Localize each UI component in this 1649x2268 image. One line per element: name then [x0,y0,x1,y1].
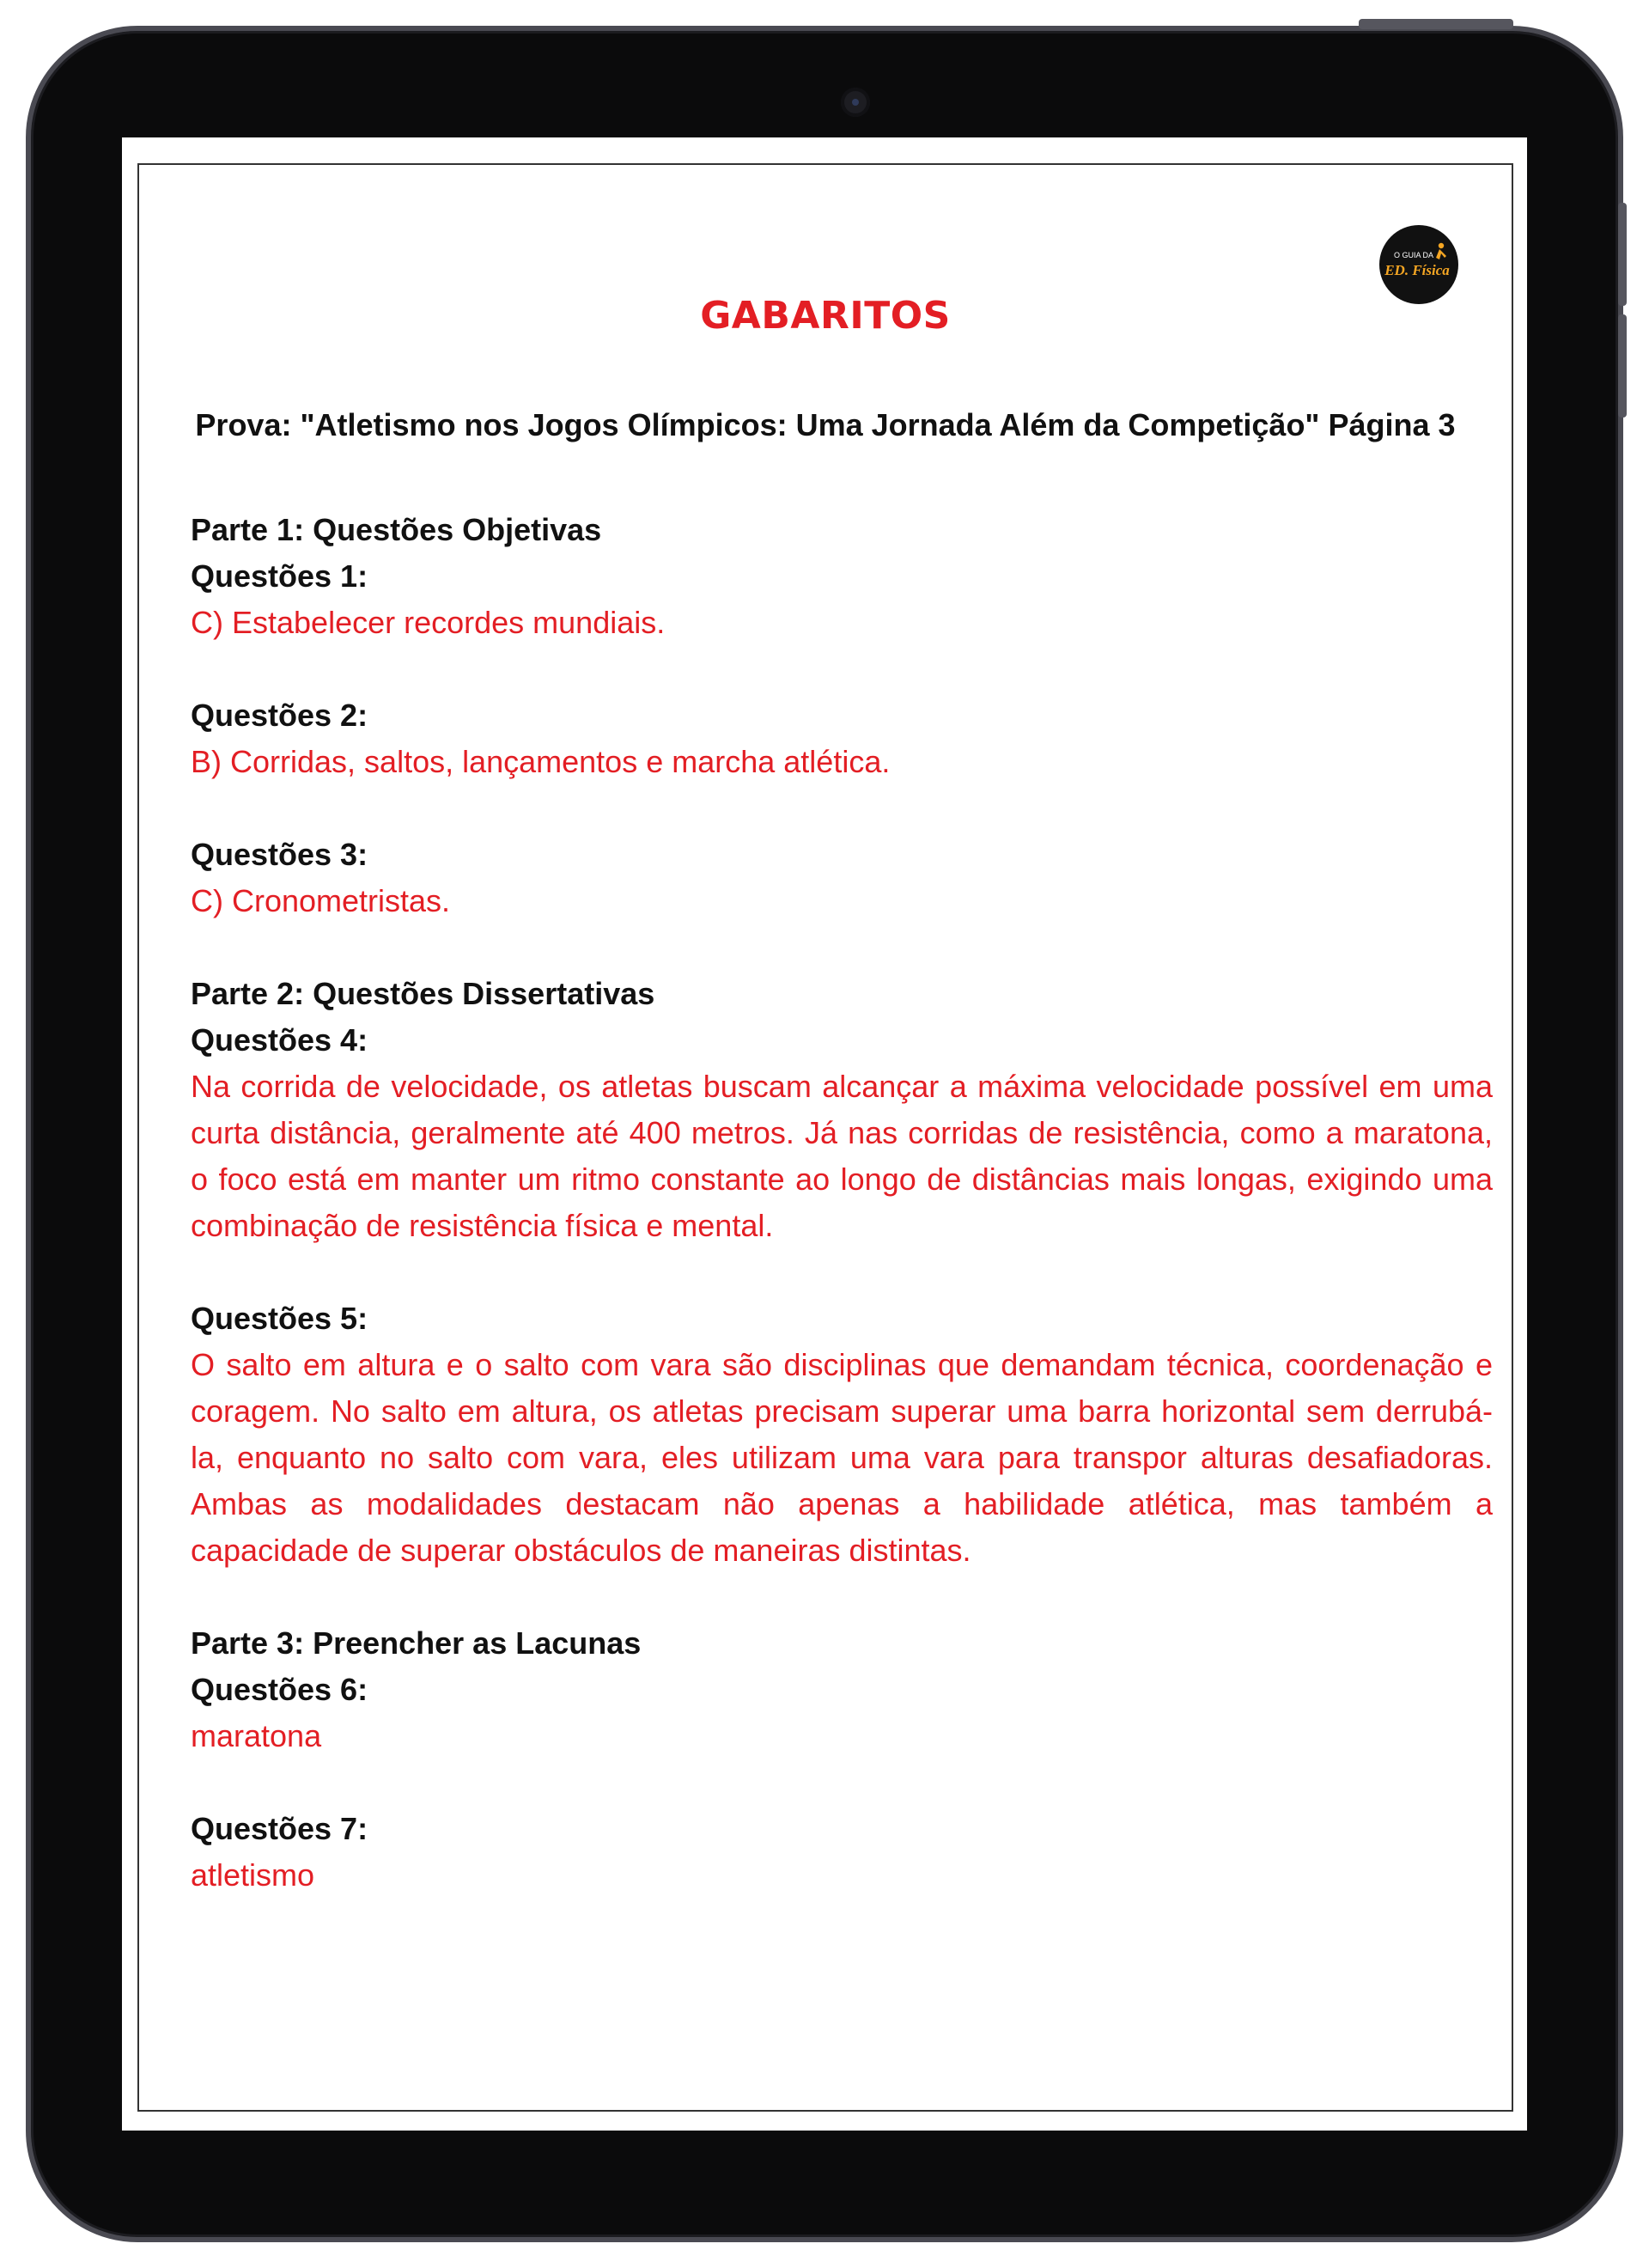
question-label: Questões 7: [191,1811,368,1846]
part-2-section [191,971,1493,1574]
logo-text-top: O GUIA DA [1393,251,1434,259]
logo-text-main: ED. Física [1384,262,1450,278]
spacer [191,785,1493,832]
volume-down-button [1618,314,1627,418]
question-label: Questões 6: [191,1672,368,1707]
logo-graphic [1379,225,1458,304]
question-answer: C) Cronometristas. [191,883,451,918]
page-title: GABARITOS [700,294,951,338]
runner-icon [1436,243,1446,259]
part-heading: Parte 1: Questões Objetivas [191,512,602,547]
question-answer: C) Estabelecer recordes mundiais. [191,605,666,640]
spacer [191,1759,1493,1806]
question-label: Questões 2: [191,698,368,733]
document-page [137,163,1513,2112]
exam-subtitle: Prova: "Atletismo nos Jogos Olímpicos: Uma Jornada Além da Competição" Página 3 [195,407,1456,442]
question-answer: O salto em altura e o salto com vara são disciplinas que demandam técnica, coordenação e coragem. No salto em altura, os atletas precisam superar uma barra horizontal sem derrubá-la, enquanto no salto com vara, eles utilizam uma vara para transpor alturas desafiadoras. Ambas as modalidades destacam não apenas a habilidade atlética, mas também a capacidade de superar obstáculos de maneiras distintas. [191,1347,1493,1568]
part-3-section [191,1620,1493,1899]
question-label: Questões 3: [191,837,368,872]
question-answer: B) Corridas, saltos, lançamentos e marcha atlética. [191,744,891,779]
question-answer: Na corrida de velocidade, os atletas buscam alcançar a máxima velocidade possível em uma curta distância, geralmente até 400 metros. Já nas corridas de resistência, como a maratona, o foco está em manter um ritmo constante ao longo de distâncias mais longas, exigindo uma combinação de resistência física e mental. [191,1069,1493,1243]
question-answer: atletismo [191,1857,315,1893]
spacer [191,924,1493,971]
volume-up-button [1618,203,1627,306]
part-heading: Parte 3: Preencher as Lacunas [191,1625,642,1661]
question-label: Questões 1: [191,558,368,594]
spacer [191,1574,1493,1620]
answer-key-content [191,507,1493,1899]
ed-fisica-logo-icon [1379,225,1458,304]
tablet-screen [122,137,1527,2131]
question-answer: maratona [191,1718,322,1753]
spacer [191,646,1493,692]
part-1-section [191,507,1493,924]
question-label: Questões 5: [191,1301,368,1336]
spacer [191,1249,1493,1296]
part-heading: Parte 2: Questões Dissertativas [191,976,655,1011]
power-button [1359,19,1513,29]
question-label: Questões 4: [191,1022,368,1058]
front-camera-icon [841,88,870,117]
